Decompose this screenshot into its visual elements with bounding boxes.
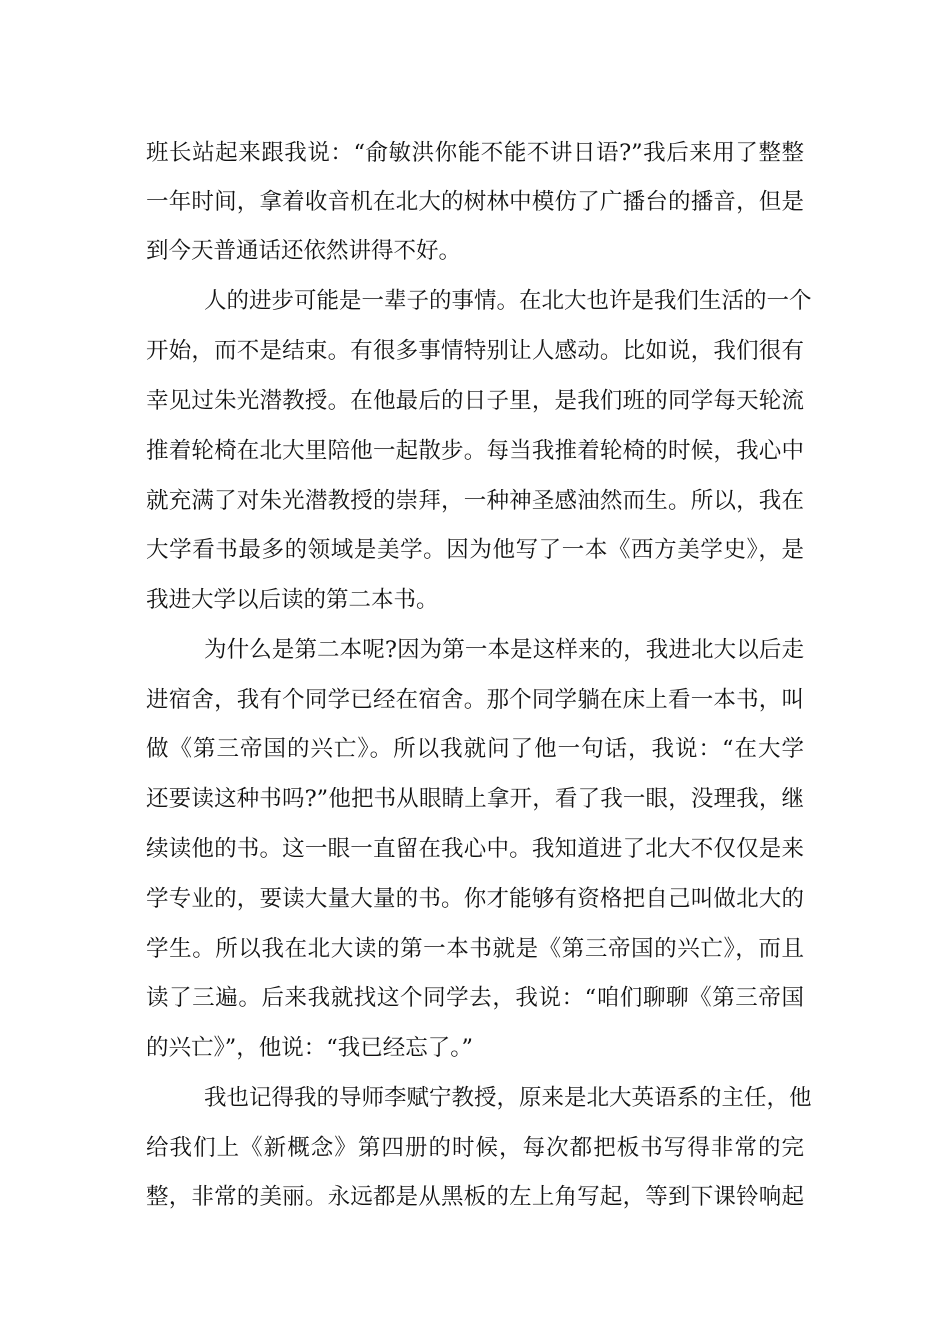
text-line: 还要读这种书吗?”他把书从眼睛上拿开，看了我一眼，没理我，继 (146, 786, 804, 812)
text-line: 大学看书最多的领域是美学。因为他写了一本《西方美学史》，是 (146, 537, 804, 563)
text-line: 读了三遍。后来我就找这个同学去，我说：“咱们聊聊《第三帝国 (146, 985, 804, 1011)
text-line: 一年时间，拿着收音机在北大的树林中模仿了广播台的播音，但是 (146, 189, 804, 215)
text-line: 开始，而不是结束。有很多事情特别让人感动。比如说，我们很有 (146, 338, 804, 364)
text-line: 幸见过朱光潜教授。在他最后的日子里，是我们班的同学每天轮流 (146, 388, 804, 414)
text-line: 就充满了对朱光潜教授的崇拜，一种神圣感油然而生。所以，我在 (146, 488, 804, 514)
text-line: 进宿舍，我有个同学已经在宿舍。那个同学躺在床上看一本书，叫 (146, 687, 804, 713)
text-line: 续读他的书。这一眼一直留在我心中。我知道进了北大不仅仅是来 (146, 836, 804, 862)
text-line: 班长站起来跟我说：“俞敏洪你能不能不讲日语?”我后来用了整整 (146, 140, 804, 166)
text-line: 推着轮椅在北大里陪他一起散步。每当我推着轮椅的时候，我心中 (146, 438, 804, 464)
text-line: 整，非常的美丽。永远都是从黑板的左上角写起，等到下课铃响起 (146, 1184, 804, 1210)
text-line: 的兴亡》”，他说：“我已经忘了。” (146, 1035, 474, 1061)
text-line: 做《第三帝国的兴亡》。所以我就问了他一句话，我说：“在大学 (146, 736, 804, 762)
text-line: 我也记得我的导师李赋宁教授，原来是北大英语系的主任，他 (204, 1085, 812, 1111)
text-line: 学专业的，要读大量大量的书。你才能够有资格把自己叫做北大的 (146, 886, 804, 912)
text-line: 学生。所以我在北大读的第一本书就是《第三帝国的兴亡》，而且 (146, 936, 804, 962)
text-line: 我进大学以后读的第二本书。 (146, 587, 439, 613)
text-line: 人的进步可能是一辈子的事情。在北大也许是我们生活的一个 (204, 288, 812, 314)
text-line: 给我们上《新概念》第四册的时候，每次都把板书写得非常的完 (146, 1135, 804, 1161)
text-line: 为什么是第二本呢?因为第一本是这样来的，我进北大以后走 (204, 637, 804, 663)
text-line: 到今天普通话还依然讲得不好。 (146, 238, 462, 264)
